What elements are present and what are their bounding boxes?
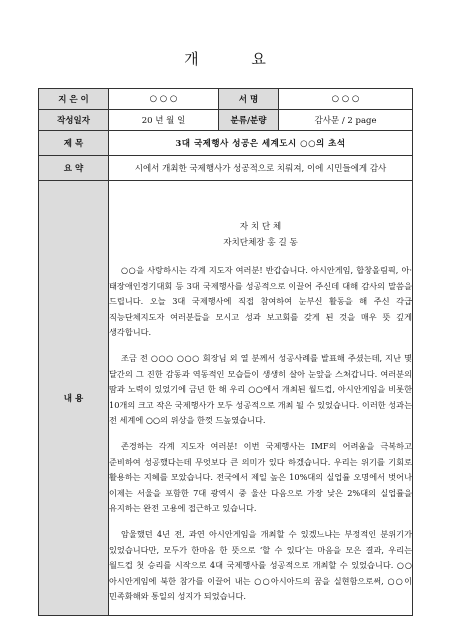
paragraph: ○○을 사랑하시는 각계 지도자 여러분! 반갑습니다. 아시안게임, 합창올림픽, 아·태장애인경기대회 등 3대 국제행사를 성공적으로 이끌어 주신데 대해 감사의 말씀을 드립니다. 오늘 3대 국제행사에 직접 참여하여 눈부신 활동을 해 주신 각급 직능단체지도자 여러분들을 모시고 성과 보고회를 갖게 된 것을 매우 뜻 깊게 생각합니다. <box>109 265 412 338</box>
summary-row <box>39 156 413 181</box>
author-label: 지 은 이 <box>39 89 109 110</box>
paragraph: 존경하는 각계 지도자 여러분! 이번 국제행사는 IMF의 어려움을 극복하고 준비하여 성공했다는데 무엇보다 큰 의미가 있다 하겠습니다. 우리는 위기를 기회로 활용하는 지혜를 모았습니다. 전국에서 제일 높은 10%대의 실업률 오명에서 벗어나 이제는 서울을 포함한 7대 광역시 중 울산 다음으로 가장 낮은 2%대의 실업률을 유지하는 완전 고용에 접근하고 있습니다. <box>109 441 412 514</box>
document-title: 개 요 <box>184 50 290 68</box>
content-body <box>109 181 413 616</box>
category-value: 감사문 / 2 page <box>279 110 413 131</box>
paragraph: 조금 전 ○○○ ○○○ 회장님 외 열 분께서 성공사례를 발표해 주셨는데, 지난 몇 달간의 그 진한 감동과 역동적인 모습들이 생생히 살아 눈앞을 스쳐갑니다. 여러분의 땀과 노력이 있었기에 금년 한 해 우리 ○○에서 개최된 월드컵, 아시안게임을 비롯한 10개의 크고 작은 국제행사가 모두 성공적으로 개최 될 수 있었습니다. 이러한 성과는 전 세계에 ○○의 위상을 한껏 드높였습니다. <box>109 353 412 426</box>
signature-value: ○ ○ ○ <box>279 89 413 110</box>
date-label: 작성일자 <box>39 110 109 131</box>
sender-block <box>109 219 412 251</box>
subject-row <box>39 131 413 156</box>
category-label: 분류/분량 <box>219 110 279 131</box>
date-row <box>39 110 413 131</box>
subject-label: 제 목 <box>39 131 109 156</box>
date-value: 20 년 월 일 <box>109 110 219 131</box>
subject-value: 3대 국제행사 성공은 세계도시 ○○의 초석 <box>109 131 413 156</box>
paragraph: 암울했던 4년 전, 과연 아시안게임을 개최할 수 있겠느냐는 부정적인 분위기가 있었습니다만, 모두가 한마음 한 뜻으로 ‘할 수 있다’는 마음을 모은 결과, 우리는 월드컵 첫 승리를 시작으로 4대 국제행사를 성공적으로 개최할 수 있었습니다. ○○아시안게임에 북한 참가를 이끌어 내는 ○○아시아드의 꿈을 실현함으로써, ○○이 민족화해와 통일의 성지가 되었습니다. <box>109 528 412 602</box>
summary-value: 시에서 개최한 국제행사가 성공적으로 치뤄져, 이에 시민들에게 감사 <box>109 156 413 181</box>
summary-form-table <box>38 88 413 616</box>
content-row <box>39 181 413 616</box>
sender-org: 자 치 단 체 <box>239 222 282 233</box>
author-value: ○ ○ ○ <box>109 89 219 110</box>
author-row <box>39 89 413 110</box>
signature-label: 서 명 <box>219 89 279 110</box>
content-label: 내 용 <box>39 181 109 616</box>
sender-name: 자치단체장 홍 길 동 <box>223 238 298 249</box>
summary-label: 요 약 <box>39 156 109 181</box>
